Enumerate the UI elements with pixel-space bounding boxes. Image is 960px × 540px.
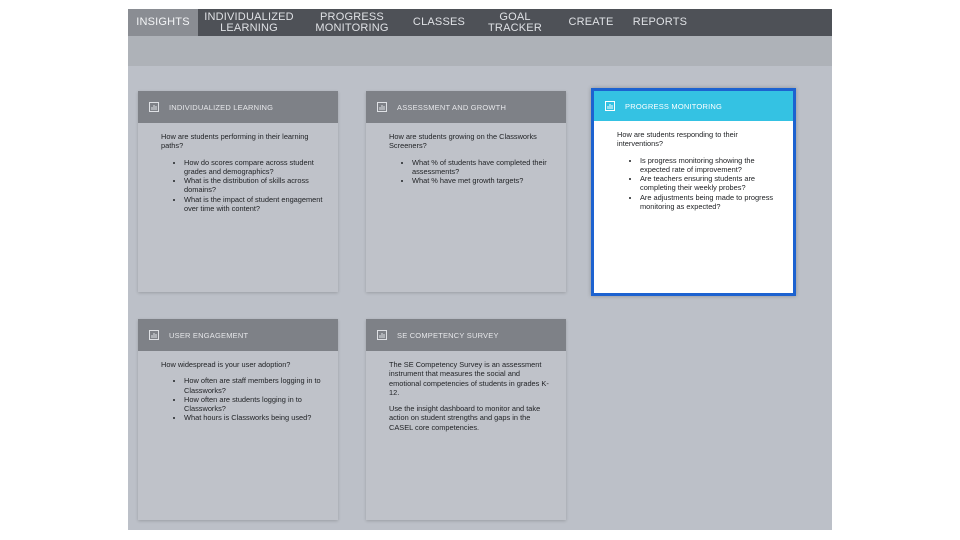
sub-toolbar (128, 36, 832, 66)
tab-reports[interactable]: REPORTS (632, 16, 688, 28)
bar-chart-icon (149, 102, 159, 112)
list-item: • Are teachers ensuring students are completing their weekly probes? (640, 174, 781, 193)
list-item: • How often are students logging in to Classworks? (184, 395, 326, 414)
bar-chart-icon (377, 330, 387, 340)
bar-chart-icon (605, 101, 615, 111)
card-header (366, 319, 566, 351)
card-body (594, 121, 793, 211)
card-title: USER ENGAGEMENT (169, 330, 249, 340)
tab-goal-tracker[interactable]: GOAL TRACKER (488, 10, 542, 34)
insights-app (128, 9, 832, 530)
list-item: • What is the impact of student engagement over time with content? (184, 195, 326, 214)
card-header (138, 319, 338, 351)
list-item: • Are adjustments being made to progress monitoring as expected? (640, 193, 781, 212)
card-user-engagement[interactable] (138, 319, 338, 520)
bar-chart-icon (377, 102, 387, 112)
list-item: • What hours is Classworks being used? (184, 413, 326, 422)
card-title: INDIVIDUALIZED LEARNING (169, 102, 274, 112)
card-bullets (389, 158, 554, 186)
card-header (366, 91, 566, 123)
card-assessment-and-growth[interactable] (366, 91, 566, 292)
card-bullets (161, 376, 326, 422)
top-nav (128, 9, 832, 36)
list-item: • How often are staff members logging in to Classworks? (184, 376, 326, 395)
card-title: PROGRESS MONITORING (625, 101, 723, 111)
card-paragraph: The SE Competency Survey is an assessment instrument that measures the social and emotional competencies of students in grades K-12. (389, 360, 549, 397)
card-question: How are students growing on the Classworks Screeners? (389, 132, 537, 151)
tab-progress-monitoring[interactable]: PROGRESS MONITORING (315, 10, 389, 34)
card-body (366, 351, 566, 432)
card-question: How widespread is your user adoption? (161, 360, 291, 369)
card-title: SE COMPETENCY SURVEY (397, 330, 499, 340)
card-question: How are students responding to their interventions? (617, 130, 738, 149)
bar-chart-icon (149, 330, 159, 340)
card-progress-monitoring[interactable] (591, 88, 796, 296)
tab-individualized-learning[interactable]: INDIVIDUALIZED LEARNING (204, 10, 294, 34)
card-question: How are students performing in their learning paths? (161, 132, 309, 151)
card-individualized-learning[interactable] (138, 91, 338, 292)
card-paragraph: Use the insight dashboard to monitor and take action on student strengths and gaps in the CASEL core competencies. (389, 404, 541, 432)
list-item: • What % of students have completed their assessments? (412, 158, 554, 177)
card-se-competency-survey[interactable] (366, 319, 566, 520)
card-body (366, 123, 566, 185)
card-header (138, 91, 338, 123)
card-header (594, 91, 793, 121)
card-body (138, 123, 338, 213)
card-title: ASSESSMENT AND GROWTH (397, 102, 507, 112)
card-bullets (617, 156, 781, 212)
list-item: • Is progress monitoring showing the expected rate of improvement? (640, 156, 781, 175)
tab-create[interactable]: CREATE (568, 16, 614, 28)
list-item: • What % have met growth targets? (412, 176, 554, 185)
tab-classes[interactable]: CLASSES (412, 16, 466, 28)
list-item: • What is the distribution of skills across domains? (184, 176, 326, 195)
list-item: • How do scores compare across student grades and demographics? (184, 158, 326, 177)
card-body (138, 351, 338, 423)
tab-insights[interactable]: INSIGHTS (128, 9, 198, 36)
card-bullets (161, 158, 326, 214)
